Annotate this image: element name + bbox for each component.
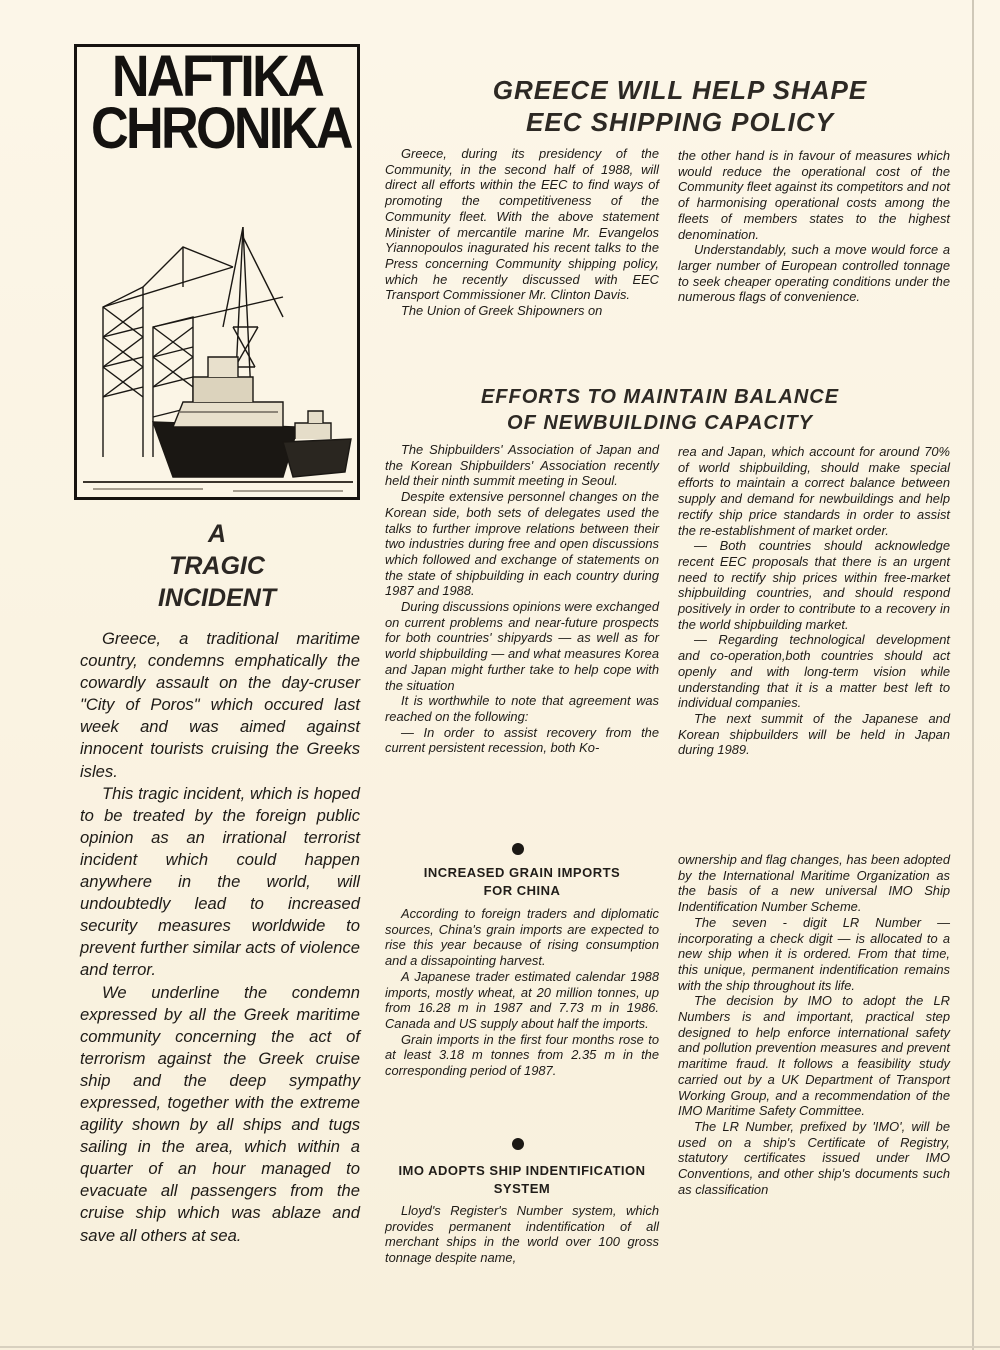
article2-paragraph: — In order to assist recovery from the current persistent recession, both Ko- xyxy=(385,724,659,756)
ship-and-cranes-illustration xyxy=(83,227,353,497)
imo-paragraph: The decision by IMO to adopt the LR Numbers is and important, practical step designed to help enforce international safety and pollution prevention measures and prevent maritime fraud. It follows a feasibility study carried out by a UK Department of Transport Working Group, and a recommendation of the IMO Maritime Safety Committee. xyxy=(678,993,950,1119)
article2-headline-line-1: EFFORTS TO MAINTAIN BALANCE xyxy=(480,386,840,408)
tragic-heading-line-1: A xyxy=(207,520,227,548)
article1-headline xyxy=(470,74,890,138)
article1-column-2 xyxy=(678,148,950,305)
tragic-paragraph: We underline the condemn expressed by all the Greek maritime community concerning the act of terrorism against the Greek cruise ship and the deep sympathy expressed, together with the extreme agility shown by all ships and tugs sailing in the area, which within a quarter of an hour managed to evacuate all passengers from the cruise ship which was ablaze and save all others at sea. xyxy=(80,982,360,1245)
article1-headline-line-2: EEC SHIPPING POLICY xyxy=(526,107,834,137)
imo-paragraph: The seven - digit LR Number — incorporating a check digit — is allocated to a new ship when it is ordered. From that time, this unique, permanent indentification remains with the ship throughout its life. xyxy=(678,914,950,993)
masthead-line-2: CHRONIKA xyxy=(91,96,351,161)
imo-paragraph: Lloyd's Register's Number system, which provides permanent indentification of all merchant ships in the world over 100 gross tonnage despite name, xyxy=(385,1203,659,1266)
tragic-heading-line-3: INCIDENT xyxy=(157,584,277,612)
imo-heading-line-2: SYSTEM xyxy=(493,1181,551,1196)
masthead-box xyxy=(74,44,360,500)
article2-paragraph: — Regarding technological development and co-operation,both countries should act openly and with long-term vision while understanding that it is a matter best left to individual companies. xyxy=(678,632,950,711)
grain-paragraph: Grain imports in the first four months rose to at least 3.18 m tonnes from 2.35 m in the corresponding period of 1987. xyxy=(385,1031,659,1079)
section-bullet xyxy=(512,1138,524,1150)
section-bullet xyxy=(512,843,524,855)
article2-headline-line-2: OF NEWBUILDING CAPACITY xyxy=(507,412,813,434)
tragic-heading-line-2: TRAGIC xyxy=(169,552,265,580)
imo-paragraph: The LR Number, prefixed by 'IMO', will be used on a ship's Certificate of Registry, statutory certificates issued under IMO Conventions, and other ship's documents such as classification xyxy=(678,1118,950,1197)
imo-column-1 xyxy=(385,1203,659,1266)
article2-paragraph: The Shipbuilders' Association of Japan and the Korean Shipbuilders' Association recently held their ninth summit meeting in Seoul. xyxy=(385,442,659,489)
imo-paragraph: ownership and flag changes, has been adopted by the International Maritime Organization as the basis of a new universal IMO Ship Indentification Number Scheme. xyxy=(678,852,950,915)
article2-paragraph: rea and Japan, which account for around 70% of world shipbuilding, should make special efforts to maintain a correct balance between supply and demand for newbuildings and help rectify ship price standards in order to assist the re-establishment of market order. xyxy=(678,444,950,538)
grain-and-imo-column xyxy=(385,906,659,1079)
grain-paragraph: According to foreign traders and diplomatic sources, China's grain imports are expected to rise this year because of rising consumption and a dissapointing harvest. xyxy=(385,906,659,969)
article1-column-1 xyxy=(385,146,659,319)
article1-paragraph: the other hand is in favour of measures which would reduce the operational cost of the Community fleet against its competitors and not of harmonising operational costs among the fleets of members states to the highest denomination. xyxy=(678,148,950,242)
tragic-incident-heading xyxy=(74,518,360,614)
tragic-incident-text xyxy=(80,628,360,1247)
article2-column-1 xyxy=(385,442,659,756)
grain-heading xyxy=(385,864,659,900)
article2-column-2 xyxy=(678,444,950,758)
page-edge-right xyxy=(972,0,974,1350)
imo-heading xyxy=(385,1162,659,1198)
masthead-title xyxy=(91,44,351,161)
page-edge-bottom xyxy=(0,1346,1000,1348)
grain-heading-line-1: INCREASED GRAIN IMPORTS xyxy=(423,865,621,880)
grain-heading-line-2: FOR CHINA xyxy=(483,883,561,898)
article2-paragraph: — Both countries should acknowledge recent EEC proposals that there is an urgent need to rectify ship prices within free-market shipbuilding countries, and should respond positively in order to contribute to a recovery in the world shipbuilding market. xyxy=(678,538,950,632)
article2-paragraph: During discussions opinions were exchanged on current problems and near-future prospects for both countries' shipyards — as well as for world shipbuilding — and what measures Korea and Japan might further take to help cope with the situation xyxy=(385,599,659,693)
tragic-paragraph: This tragic incident, which is hoped to be treated by the foreign public opinion as an irrational terrorist incident which could happen anywhere in the world, will undoubtedly lead to increased security measures worldwide to prevent further similar acts of violence and terror. xyxy=(80,783,360,980)
imo-heading-line-1: IMO ADOPTS SHIP INDENTIFICATION xyxy=(398,1163,646,1178)
article2-paragraph: Despite extensive personnel changes on the Korean side, both sets of delegates used the talks to further improve relations between their two industries during free and open discussions which followed and exchange of statements on the state of shipbuilding in each country during 1987 and 1988. xyxy=(385,489,659,599)
article1-paragraph: Greece, during its presidency of the Community, in the second half of 1988, will direct all efforts within the EEC to find ways of promoting the competitiveness of the Community fleet. With the above statement Minister of mercantile marine Mr. Evangelos Yiannopoulos inagurated his recent talks to the Press concerning Community shipping policy, which he recently discussed with EEC Transport Commissioner Mr. Clinton Davis. xyxy=(385,146,659,303)
article2-paragraph: It is worthwhile to note that agreement was reached on the following: xyxy=(385,693,659,724)
article1-paragraph: The Union of Greek Shipowners on xyxy=(401,303,603,319)
article1-headline-line-1: GREECE WILL HELP SHAPE xyxy=(492,75,868,105)
article2-headline xyxy=(440,384,880,436)
article2-paragraph: The next summit of the Japanese and Korean shipbuilders will be held in Japan during 1989. xyxy=(678,710,950,758)
imo-column-2 xyxy=(678,852,950,1197)
article1-paragraph: Understandably, such a move would force a larger number of European controlled tonnage to seek cheaper operating conditions under the numerous flags of convenience. xyxy=(678,242,950,305)
masthead-line-1: NAFTIKA xyxy=(111,44,323,109)
tragic-paragraph: Greece, a traditional maritime country, condemns emphatically the cowardly assault on the day-cruser "City of Poros" which occured last week and was aimed against innocent tourists cruising the Greeks isles. xyxy=(80,629,360,781)
grain-paragraph: A Japanese trader estimated calendar 1988 imports, mostly wheat, at 20 million tonnes, up from 16.28 m in 1987 and 7.73 m in 1986. Canada and US supply about half the imports. xyxy=(385,968,659,1031)
